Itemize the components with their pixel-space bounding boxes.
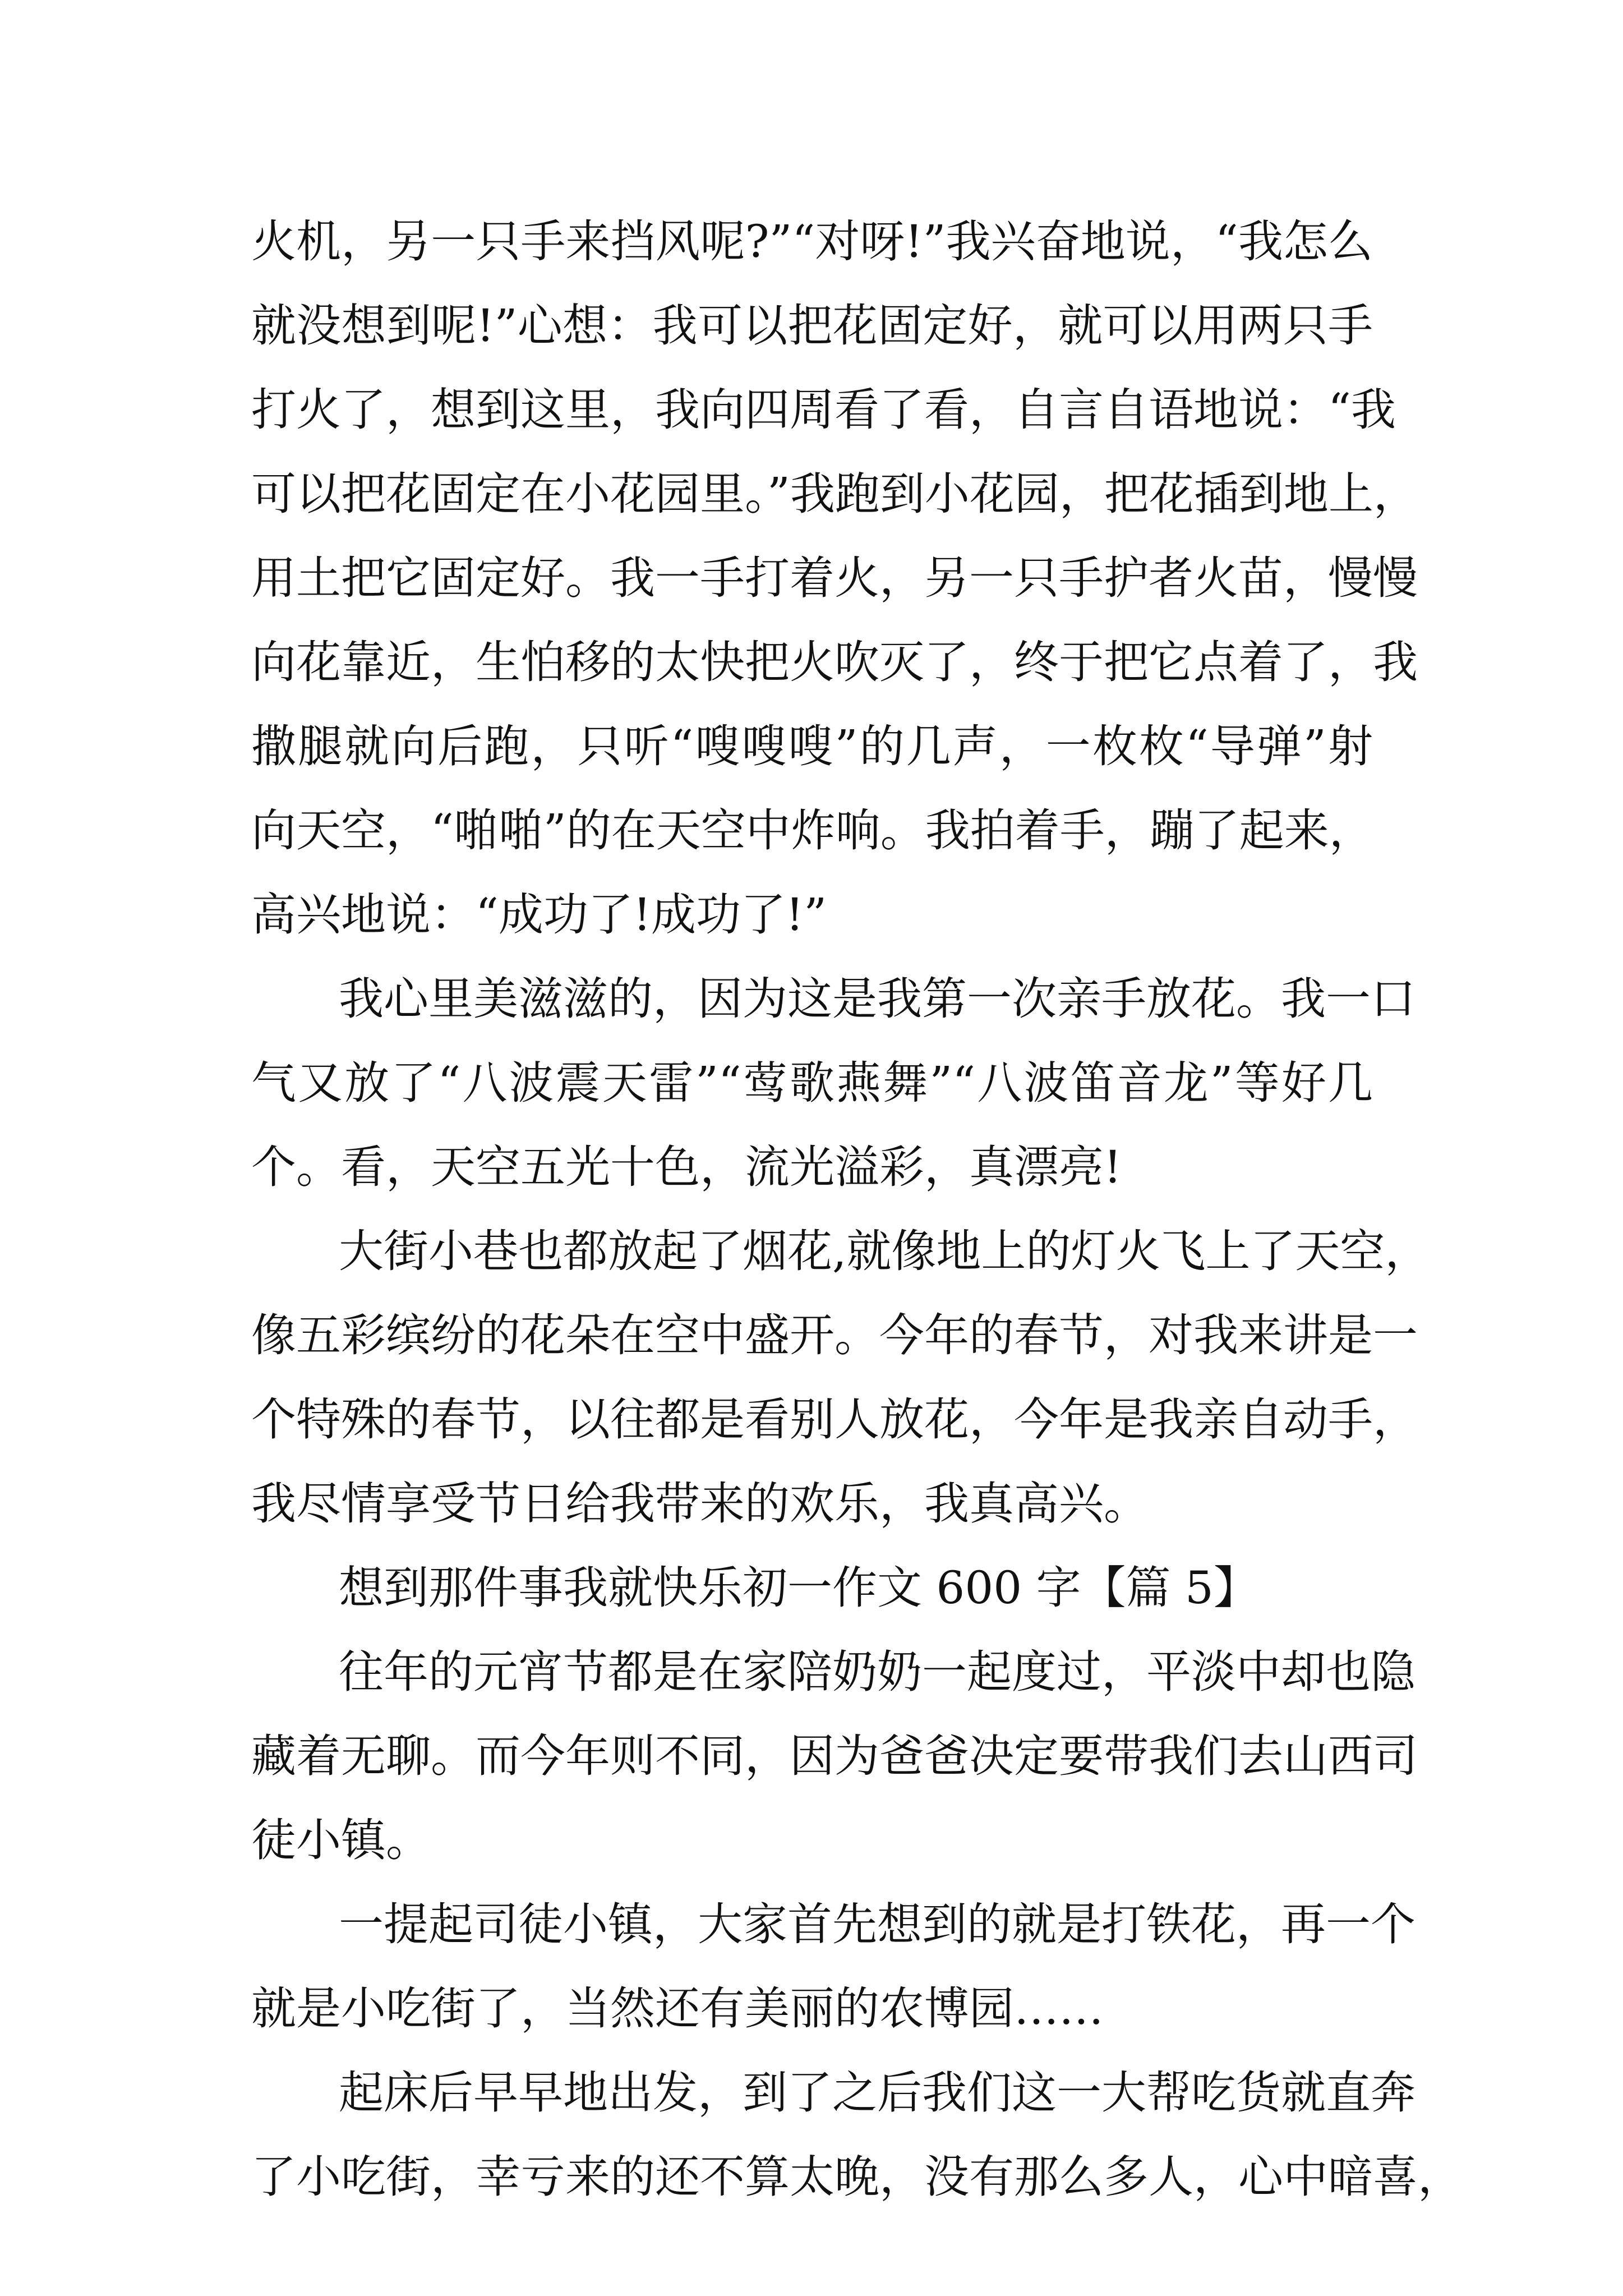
text-line: 个特殊的春节，以往都是看别人放花，今年是我亲自动手， [251,1393,1418,1446]
text-line: 徒小镇。 [251,1814,431,1866]
text-line: 高兴地说：“成功了!成功了!” [251,889,827,941]
paragraph-first-line: 起床后早早地出发，到了之后我们这一大帮吃货就直奔 [339,2067,1415,2119]
text-line: 向天空，“啪啪”的在天空中炸响。我拍着手，蹦了起来， [251,804,1374,857]
text-line: 像五彩缤纷的花朵在空中盛开。今年的春节，对我来讲是一 [251,1309,1418,1361]
text-line: 了小吃街，幸亏来的还不算太晚，没有那么多人，心中暗喜， [251,2151,1463,2203]
text-line: 撒腿就向后跑，只听“嗖嗖嗖”的几声，一枚枚“导弹”射 [251,720,1373,772]
text-line: 我尽情享受节日给我带来的欢乐，我真高兴。 [251,1478,1149,1530]
paragraph-first-line: 往年的元宵节都是在家陪奶奶一起度过，平淡中却也隐 [339,1646,1415,1698]
paragraph-first-line: 我心里美滋滋的，因为这是我第一次亲手放花。我一口 [339,973,1415,1025]
text-line: 用土把它固定好。我一手打着火，另一只手护者火苗，慢慢 [251,552,1418,604]
paragraph-first-line: 一提起司徒小镇，大家首先想到的就是打铁花，再一个 [339,1898,1415,1950]
text-line: 藏着无聊。而今年则不同，因为爸爸决定要带我们去山西司 [251,1730,1418,1782]
text-line: 个。看，天空五光十色，流光溢彩，真漂亮! [251,1141,1122,1193]
text-line: 就没想到呢!”心想：我可以把花固定好，就可以用两只手 [251,300,1373,352]
text-line: 火机，另一只手来挡风呢?”“对呀!”我兴奋地说，“我怎么 [251,215,1373,268]
text-line: 就是小吃街了，当然还有美丽的农博园…… [251,1982,1104,2035]
text-line: 气又放了“八波震天雷”“莺歌燕舞”“八波笛音龙”等好几 [251,1057,1373,1109]
paragraph-first-line: 大街小巷也都放起了烟花,就像地上的灯火飞上了天空， [339,1225,1430,1277]
section-heading: 想到那件事我就快乐初一作文 600 字【篇 5】 [339,1562,1258,1614]
text-line: 可以把花固定在小花园里。”我跑到小花园，把花插到地上， [251,468,1418,520]
text-line: 打火了，想到这里，我向四周看了看，自言自语地说：“我 [251,384,1396,436]
text-line: 向花靠近，生怕移的太快把火吹灭了，终于把它点着了，我 [251,636,1418,688]
